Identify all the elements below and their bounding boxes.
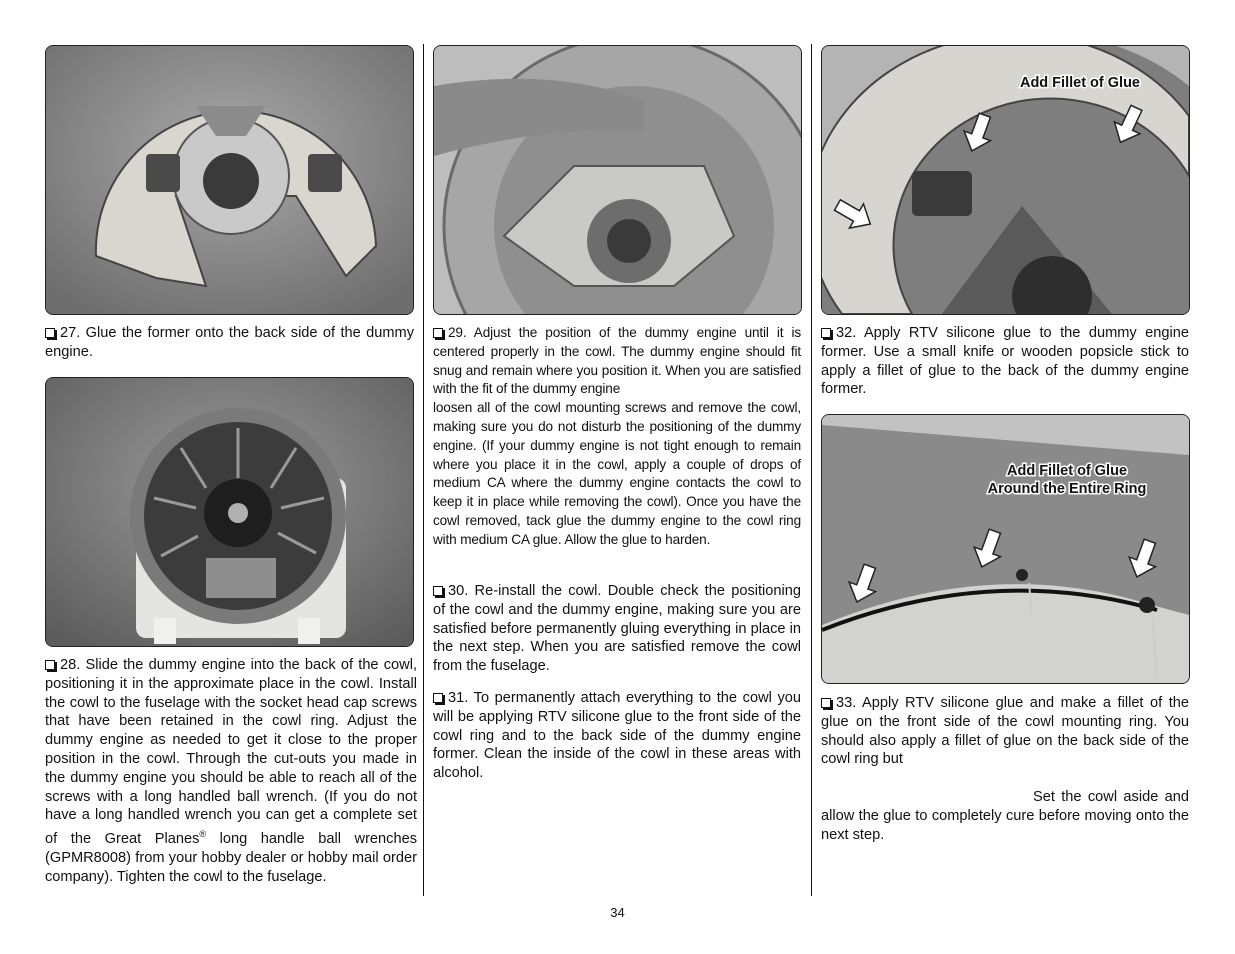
step-27-text: 27. Glue the former onto the back side of the dummy engine. (45, 325, 414, 360)
photo-dummy-engine-in-cowl (45, 377, 414, 647)
photo-fillet-of-glue-former (821, 45, 1190, 315)
page-number: 34 (610, 905, 625, 920)
column-divider-left (423, 44, 424, 896)
photo-adjust-dummy-engine (433, 45, 802, 315)
column-divider-right (811, 44, 812, 896)
checkbox-icon[interactable] (821, 328, 831, 338)
step-31-text: 31. To permanently attach everything to the cowl you will be applying RTV silicone glue to the front side of the cowl ring and to the back side of the dummy engine former. Clean the inside of the cowl in these areas with alcohol. (433, 690, 801, 782)
step-33-text: 33. Apply RTV silicone glue and make a fillet of the glue on the front side of the cowl mounting ring. You should also apply a fillet of glue on the back side of the cowl ring but Set the cowl aside and allow the glue to completely cure before moving onto the next step. (821, 695, 1189, 843)
checkbox-icon[interactable] (821, 698, 831, 708)
fillet-former-illustration (822, 46, 1189, 314)
step-30-text: 30. Re-install the cowl. Double check the positioning of the cowl and the dummy engine, making sure you are satisfied before permanently gluing everything in place in the next step. When you are satisfied remove the cowl from the fuselage. (433, 583, 801, 675)
checkbox-icon[interactable] (433, 693, 443, 703)
step-33-continued: Set the cowl aside and allow the glue to completely cure before moving onto the next step. (821, 788, 1189, 843)
callout-add-fillet-ring-line2: Around the Entire Ring (987, 481, 1147, 497)
adjust-photo-illustration (434, 46, 801, 314)
step-32-text: 32. Apply RTV silicone glue to the dummy engine former. Use a small knife or wooden popsicle stick to apply a fillet of glue to the back of the dummy engine former. (821, 325, 1189, 398)
checkbox-icon[interactable] (45, 660, 55, 670)
registered-mark: ® (199, 829, 207, 840)
step-29-text: 29. Adjust the position of the dummy engine until it is centered properly in the cowl. The dummy engine should fit snug and remain where you position it. When you are satisfied with the fit of the dummy engine loosen all of the cowl mounting screws and remove the cowl, making sure you do not disturb the positioning of the dummy engine. (If your dummy engine is not tight enough to remain where you place it in the cowl, apply a couple of drops of medium CA where the dummy engine contacts the cowl to keep it in place while removing the cowl). Once you have the cowl removed, tack glue the dummy engine to the cowl ring with medium CA glue. Allow the glue to harden. (433, 324, 801, 550)
former-photo-illustration (46, 46, 413, 314)
checkbox-icon[interactable] (45, 328, 55, 338)
photo-fillet-around-ring (821, 414, 1190, 684)
callout-add-fillet-ring-line1: Add Fillet of Glue (1006, 463, 1128, 479)
checkbox-icon[interactable] (433, 586, 443, 596)
checkbox-icon[interactable] (433, 328, 443, 338)
step-29-continued: loosen all of the cowl mounting screws and remove the cowl, making sure you do not disturb the positioning of the dummy engine. (If your dummy engine is not tight enough to remain where you place it in the cowl, apply a couple of drops of medium CA where the dummy engine contacts the cowl to keep it in place while removing the cowl). Once you have the cowl removed, tack glue the dummy engine to the cowl ring with medium CA glue. Allow the glue to harden. (433, 400, 801, 547)
cowl-photo-illustration (46, 378, 413, 646)
callout-add-fillet: Add Fillet of Glue (1019, 75, 1140, 91)
step-28-text: 28. Slide the dummy engine into the back of the cowl, positioning it in the approximate place in the cowl. Install the cowl to the fuselage with the socket head cap screws that have been retained in the cowl ring. Adjust the dummy engine as needed to get it close to the proper position in the cowl. Through the cut-outs you made in the dummy engine you should be able to reach all of the screws with a long handled ball wrench. (If you do not have a long handled wrench you can get a complete set of the Great Planes® long handle ball wrenches (GPMR8008) from your hobby dealer or hobby mail order company). Tighten the cowl to the fuselage. (45, 657, 417, 885)
photo-former-on-dummy-engine (45, 45, 414, 315)
fillet-ring-illustration (822, 415, 1189, 683)
